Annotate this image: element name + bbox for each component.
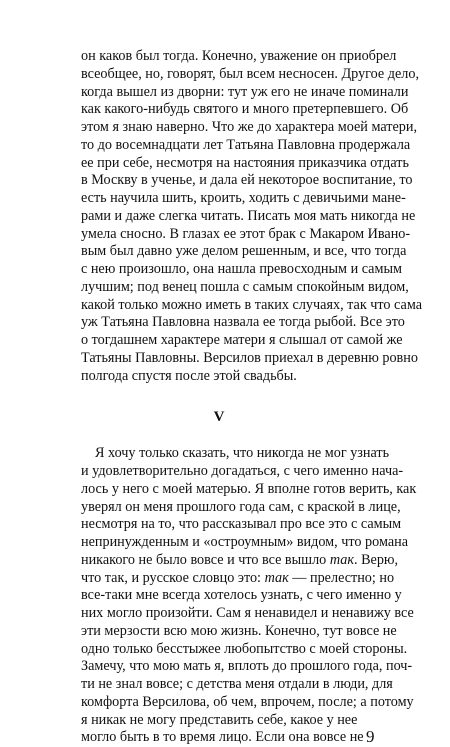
text-line: этом я знаю наверно. Что же до характера моей матери,: [81, 119, 417, 135]
text-line: о тогдашнем характере матери я слышал от самой же: [81, 332, 403, 348]
text-segment: что так, и русское словцо это:: [81, 569, 265, 586]
text-segment: никакого не было вовсе и что все вышло: [81, 551, 330, 568]
text-line: то до восемнадцати лет Татьяна Павловна продержала: [81, 136, 411, 153]
chapter-heading: V: [213, 409, 225, 426]
emphasis-word: так: [264, 569, 289, 586]
text-line: лось у него с моей матерью. Я вполне готов верить, как: [81, 480, 417, 497]
text-line: вым был давно уже делом решенным, и все, что тогда: [81, 243, 407, 260]
text-line: эти мерзости всю мою жизнь. Конечно, тут вовсе не: [81, 622, 397, 639]
text-line: Я хочу только сказать, что никогда не мог узнать: [95, 445, 390, 462]
text-line: ее при себе, несмотря на настояния приказчика отдать: [81, 154, 409, 171]
text-line: есть научила шить, кроить, ходить с девичьими мане-: [81, 190, 406, 206]
text-segment: — прелестно; но: [288, 569, 395, 586]
text-line: уверял он меня прошлого года сам, с краской в лице,: [81, 498, 401, 515]
text-line: [81, 551, 399, 570]
text-line: всеобщее, но, говорят, был всем несносен. Другое дело,: [81, 65, 419, 82]
text-line: я никак не могу представить себе, какое у нее: [81, 711, 358, 728]
text-line: ти не знал вовсе; с детства меня отдали в люди, для: [81, 676, 393, 692]
text-line: уж Татьяна Павловна назвала ее тогда рыбой. Все это: [81, 314, 405, 331]
text-line: полгода спустя после этой свадьбы.: [81, 367, 297, 384]
text-line: в Москву в ученье, и дала ей некоторое воспитание, то: [81, 172, 413, 189]
text-line: Замечу, что мою мать я, вплоть до прошлого года, поч-: [81, 658, 413, 675]
text-line: какой только можно иметь в таких случаях, так что сама: [81, 296, 423, 313]
text-line: с нею произошло, она нашла превосходным и самым: [81, 261, 402, 277]
page-number: 9: [366, 727, 375, 747]
text-line: лучшим; под венец пошла с самым спокойным видом,: [81, 278, 409, 295]
text-line: комфорта Версилова, об чем, впрочем, после; а потому: [81, 693, 414, 710]
text-line: могло быть в то время лицо. Если она вовсе не: [81, 729, 364, 746]
text-line: все-таки мне всегда хотелось узнать, с чего именно у: [81, 587, 402, 604]
emphasis-word: так: [329, 551, 354, 568]
text-line: и удовлетворительно догадаться, с чего именно начa-: [81, 463, 404, 479]
text-line: непринужденным и «остроумным» видом, что романа: [81, 534, 409, 550]
text-line: как какого-нибудь святого и много претерпевшего. Об: [81, 101, 409, 118]
text-line: умела сносно. В глазах ее этот брак с Макаром Ивано-: [81, 225, 411, 242]
text-line: он каков был тогда. Конечно, уважение он приобрел: [81, 48, 397, 64]
text-line: них могло произойти. Сам я ненавидел и ненавижу все: [81, 605, 414, 621]
text-line: когда вышел из дворни: тут уж его не иначе поминали: [81, 83, 409, 100]
text-line: [81, 569, 395, 588]
text-segment: . Верю,: [353, 551, 399, 568]
text-line: Татьяны Павловны. Версилов приехал в деревню ровно: [81, 349, 418, 366]
text-line: несмотря на то, что рассказывал про все это с самым: [81, 516, 402, 533]
text-line: рами и даже слегка читать. Писать моя мать никогда не: [81, 207, 416, 224]
text-line: одно только бесстыжее любопытство с моей стороны.: [81, 640, 408, 657]
